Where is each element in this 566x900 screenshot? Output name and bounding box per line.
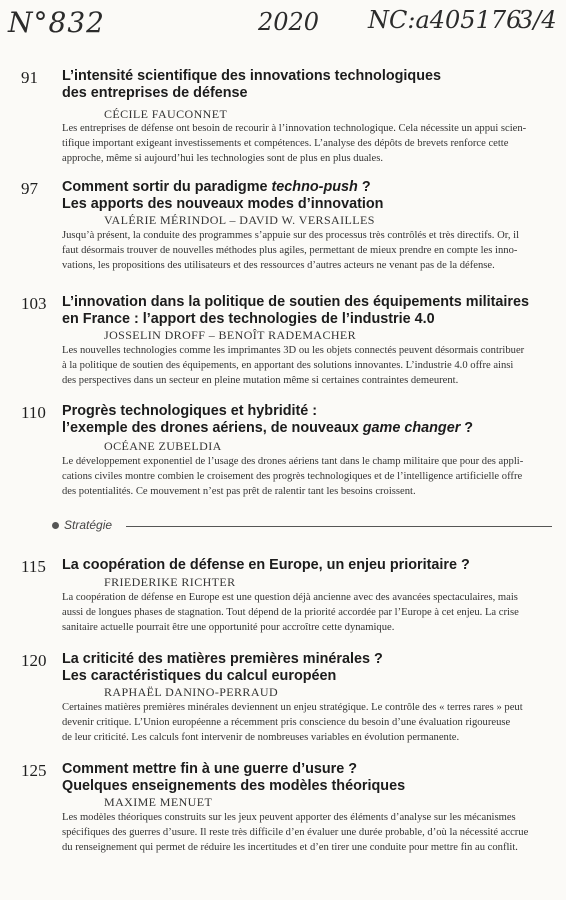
- handwritten-code: NC:a405176: [368, 6, 522, 34]
- article-title: [62, 557, 542, 574]
- article-title: [62, 651, 542, 685]
- title-line: La criticité des matières premières minérales ?: [62, 651, 383, 667]
- summary-line: des potentialités. Ce mouvement n’est pas prêt de ralentir tant les besoins croissent.: [62, 486, 416, 497]
- article-title: [62, 761, 542, 795]
- summary-line: Le développement exponentiel de l’usage des drones aériens tant dans le champ militaire que pour des appli-: [62, 456, 524, 467]
- page-number: 91: [21, 68, 38, 87]
- page-number: 110: [21, 403, 46, 422]
- page-number: 120: [21, 651, 47, 670]
- title-text: ?: [460, 420, 474, 436]
- handwritten-issue-number: N°832: [8, 6, 105, 39]
- article-summary: [62, 228, 552, 273]
- page-number: 125: [21, 761, 47, 780]
- page-number: 103: [21, 294, 47, 313]
- article-summary: [62, 454, 552, 499]
- summary-line: Certaines matières premières minérales deviennent un enjeu stratégique. Le contrôle des « terres rares » peut: [62, 702, 523, 713]
- title-text: Comment sortir du paradigme: [62, 179, 272, 195]
- article-summary: [62, 121, 552, 166]
- article-summary: [62, 343, 552, 388]
- summary-line: tifique important exigeant investissements et compétences. L’analyse des dépôts de brevets renforce cette: [62, 138, 509, 149]
- title-line: des entreprises de défense: [62, 85, 248, 101]
- title-line: Les apports des nouveaux modes d’innovation: [62, 196, 384, 212]
- summary-line: sanitaire actuelle pourrait être une opportunité pour accroître cette dynamique.: [62, 622, 395, 633]
- article-author: OCÉANE ZUBELDIA: [104, 439, 222, 453]
- title-emphasis: game changer: [362, 420, 461, 436]
- section-label: Stratégie: [64, 518, 113, 532]
- summary-line: vations, les propositions des utilisateurs et des ressources d’autres acteurs ne venant pas de la défense.: [62, 260, 495, 271]
- title-line: Comment mettre fin à une guerre d’usure ?: [62, 761, 358, 777]
- summary-line: à la politique de soutien des équipements, en apportant des solutions innovantes. L’industrie 4.0 offre ainsi: [62, 360, 514, 371]
- handwritten-annotations: [0, 4, 566, 44]
- title-line: La coopération de défense en Europe, un enjeu prioritaire ?: [62, 557, 470, 573]
- handwritten-year: 2020: [258, 8, 320, 36]
- article-title: [62, 294, 542, 328]
- summary-line: du renseignement qui permet de réduire les incertitudes et d’en tirer une conduite pour mettre fin au conflit.: [62, 842, 518, 853]
- summary-line: aussi de longues phases de stagnation. Tout dépend de la priorité accordée par l’Europe à cet enjeu. La crise: [62, 607, 519, 618]
- title-line: [62, 179, 542, 196]
- summary-line: devenir critique. L’Union européenne a récemment pris conscience du besoin d’une évaluation rigoureuse: [62, 717, 511, 728]
- article-summary: [62, 700, 552, 745]
- summary-line: des perspectives dans un secteur en pleine mutation même si certaines contraintes demeurent.: [62, 375, 459, 386]
- summary-line: approche, même si aujourd’hui les technologies sont de plus en plus duales.: [62, 153, 383, 164]
- summary-line: Jusqu’à présent, la conduite des programmes s’appuie sur des processus très contrôlés et très directifs. Or, il: [62, 230, 520, 241]
- bullet-icon: [52, 522, 59, 529]
- article-author: JOSSELIN DROFF – BENOÎT RADEMACHER: [104, 328, 357, 342]
- title-line: L’innovation dans la politique de soutien des équipements militaires: [62, 294, 529, 310]
- page-number: 115: [21, 557, 46, 576]
- handwritten-fraction: 3/4: [518, 6, 557, 34]
- article-author: CÉCILE FAUCONNET: [104, 107, 228, 121]
- summary-line: cations civiles montre combien le croisement des progrès technologiques et de l’intelligence artificielle offre: [62, 471, 523, 482]
- page-number: 97: [21, 179, 38, 198]
- summary-line: spécifiques des guerres d’usure. Il reste très difficile d’en évaluer une durée probable, d’où la nécessité accrue: [62, 827, 529, 838]
- article-title: [62, 179, 542, 213]
- title-line: L’intensité scientifique des innovations technologiques: [62, 68, 442, 84]
- article-title: [62, 403, 542, 437]
- article-author: VALÉRIE MÉRINDOL – DAVID W. VERSAILLES: [104, 213, 375, 227]
- title-line: Quelques enseignements des modèles théoriques: [62, 778, 406, 794]
- section-header: [52, 518, 552, 534]
- article-summary: [62, 590, 552, 635]
- title-line: Les caractéristiques du calcul européen: [62, 668, 337, 684]
- summary-line: La coopération de défense en Europe est une question déjà ancienne avec des avancées spectaculaires, mais: [62, 592, 518, 603]
- summary-line: faut désormais trouver de nouvelles méthodes plus agiles, permettant de mieux prendre en compte les inno-: [62, 245, 518, 256]
- title-text: l’exemple des drones aériens, de nouveaux: [62, 420, 363, 436]
- article-author: RAPHAËL DANINO-PERRAUD: [104, 685, 279, 699]
- summary-line: de leur criticité. Les calculs font intervenir de nombreuses variables en évolution permanente.: [62, 732, 460, 743]
- article-author: FRIEDERIKE RICHTER: [104, 575, 236, 589]
- section-divider: [126, 526, 552, 527]
- title-line: Progrès technologiques et hybridité :: [62, 403, 318, 419]
- title-emphasis: techno-push: [271, 179, 358, 195]
- summary-line: Les entreprises de défense ont besoin de recourir à l’innovation technologique. Cela nécessite un appui scien-: [62, 123, 527, 134]
- title-text: ?: [357, 179, 371, 195]
- article-title: [62, 68, 542, 102]
- summary-line: Les nouvelles technologies comme les imprimantes 3D ou les objets connectés peuvent désormais contribuer: [62, 345, 525, 356]
- title-line: [62, 420, 542, 437]
- title-line: en France : l’apport des technologies de l’industrie 4.0: [62, 311, 435, 327]
- article-author: MAXIME MENUET: [104, 795, 213, 809]
- summary-line: Les modèles théoriques construits sur les jeux peuvent apporter des éléments d’analyse sur les mécanismes: [62, 812, 516, 823]
- article-summary: [62, 810, 552, 855]
